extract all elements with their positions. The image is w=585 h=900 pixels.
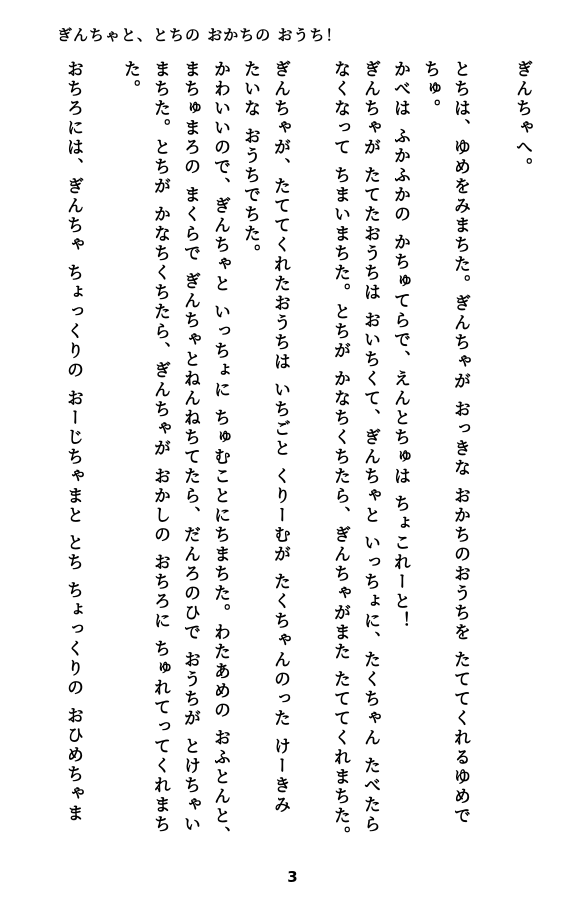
- text-line-8: たいな おうちでちた。: [240, 60, 260, 264]
- text-line-3: ちゅ。: [420, 60, 440, 119]
- text-line-10: まちゅまろの まくらで ぎんちゃとねんねちてたら、だんろのひで おうちが とけちゃい: [180, 60, 200, 835]
- page-title: ぎんちゃと、とちの おかちの おうち！: [57, 26, 342, 44]
- text-line-12: た。: [120, 60, 140, 99]
- text-line-6: なくなって ちまいまちた。とちが かなちくちたら、ぎんちゃがまた たててくれまちた。: [330, 60, 350, 846]
- text-line-13: おちろには、ぎんちゃ ちょっくりの おーじちゃまと とち ちょっくりの おひめちゃま: [63, 60, 83, 824]
- text-line-7: ぎんちゃが、たててくれたおうちは いちごと くりーむが たくちゃんのった けーきみ: [270, 60, 290, 816]
- text-line-5: ぎんちゃが たてたおうちは おいちくて、ぎんちゃと いっちょに、たくちゃん たべたら: [360, 60, 380, 835]
- text-line-11: まちた。とちが かなちくちたら、ぎんちゃが おかしの おちろに ちゅれてってくれまち: [150, 60, 170, 835]
- text-line-2: とちは、ゆめをみまちた。ぎんちゃが おっきな おかちのおうちを たててくれるゆめで: [450, 60, 470, 827]
- text-line-9: かわいいので、ぎんちゃと いっちょに ちゅむことにちまちた。わたあめの おふとんと、: [210, 60, 230, 846]
- text-line-4: かべは ふかふかの かちゅてらで、えんとちゅは ちょこれーと！: [390, 60, 410, 632]
- text-line-1: ぎんちゃへ。: [512, 60, 532, 177]
- page-number: 3: [287, 868, 298, 886]
